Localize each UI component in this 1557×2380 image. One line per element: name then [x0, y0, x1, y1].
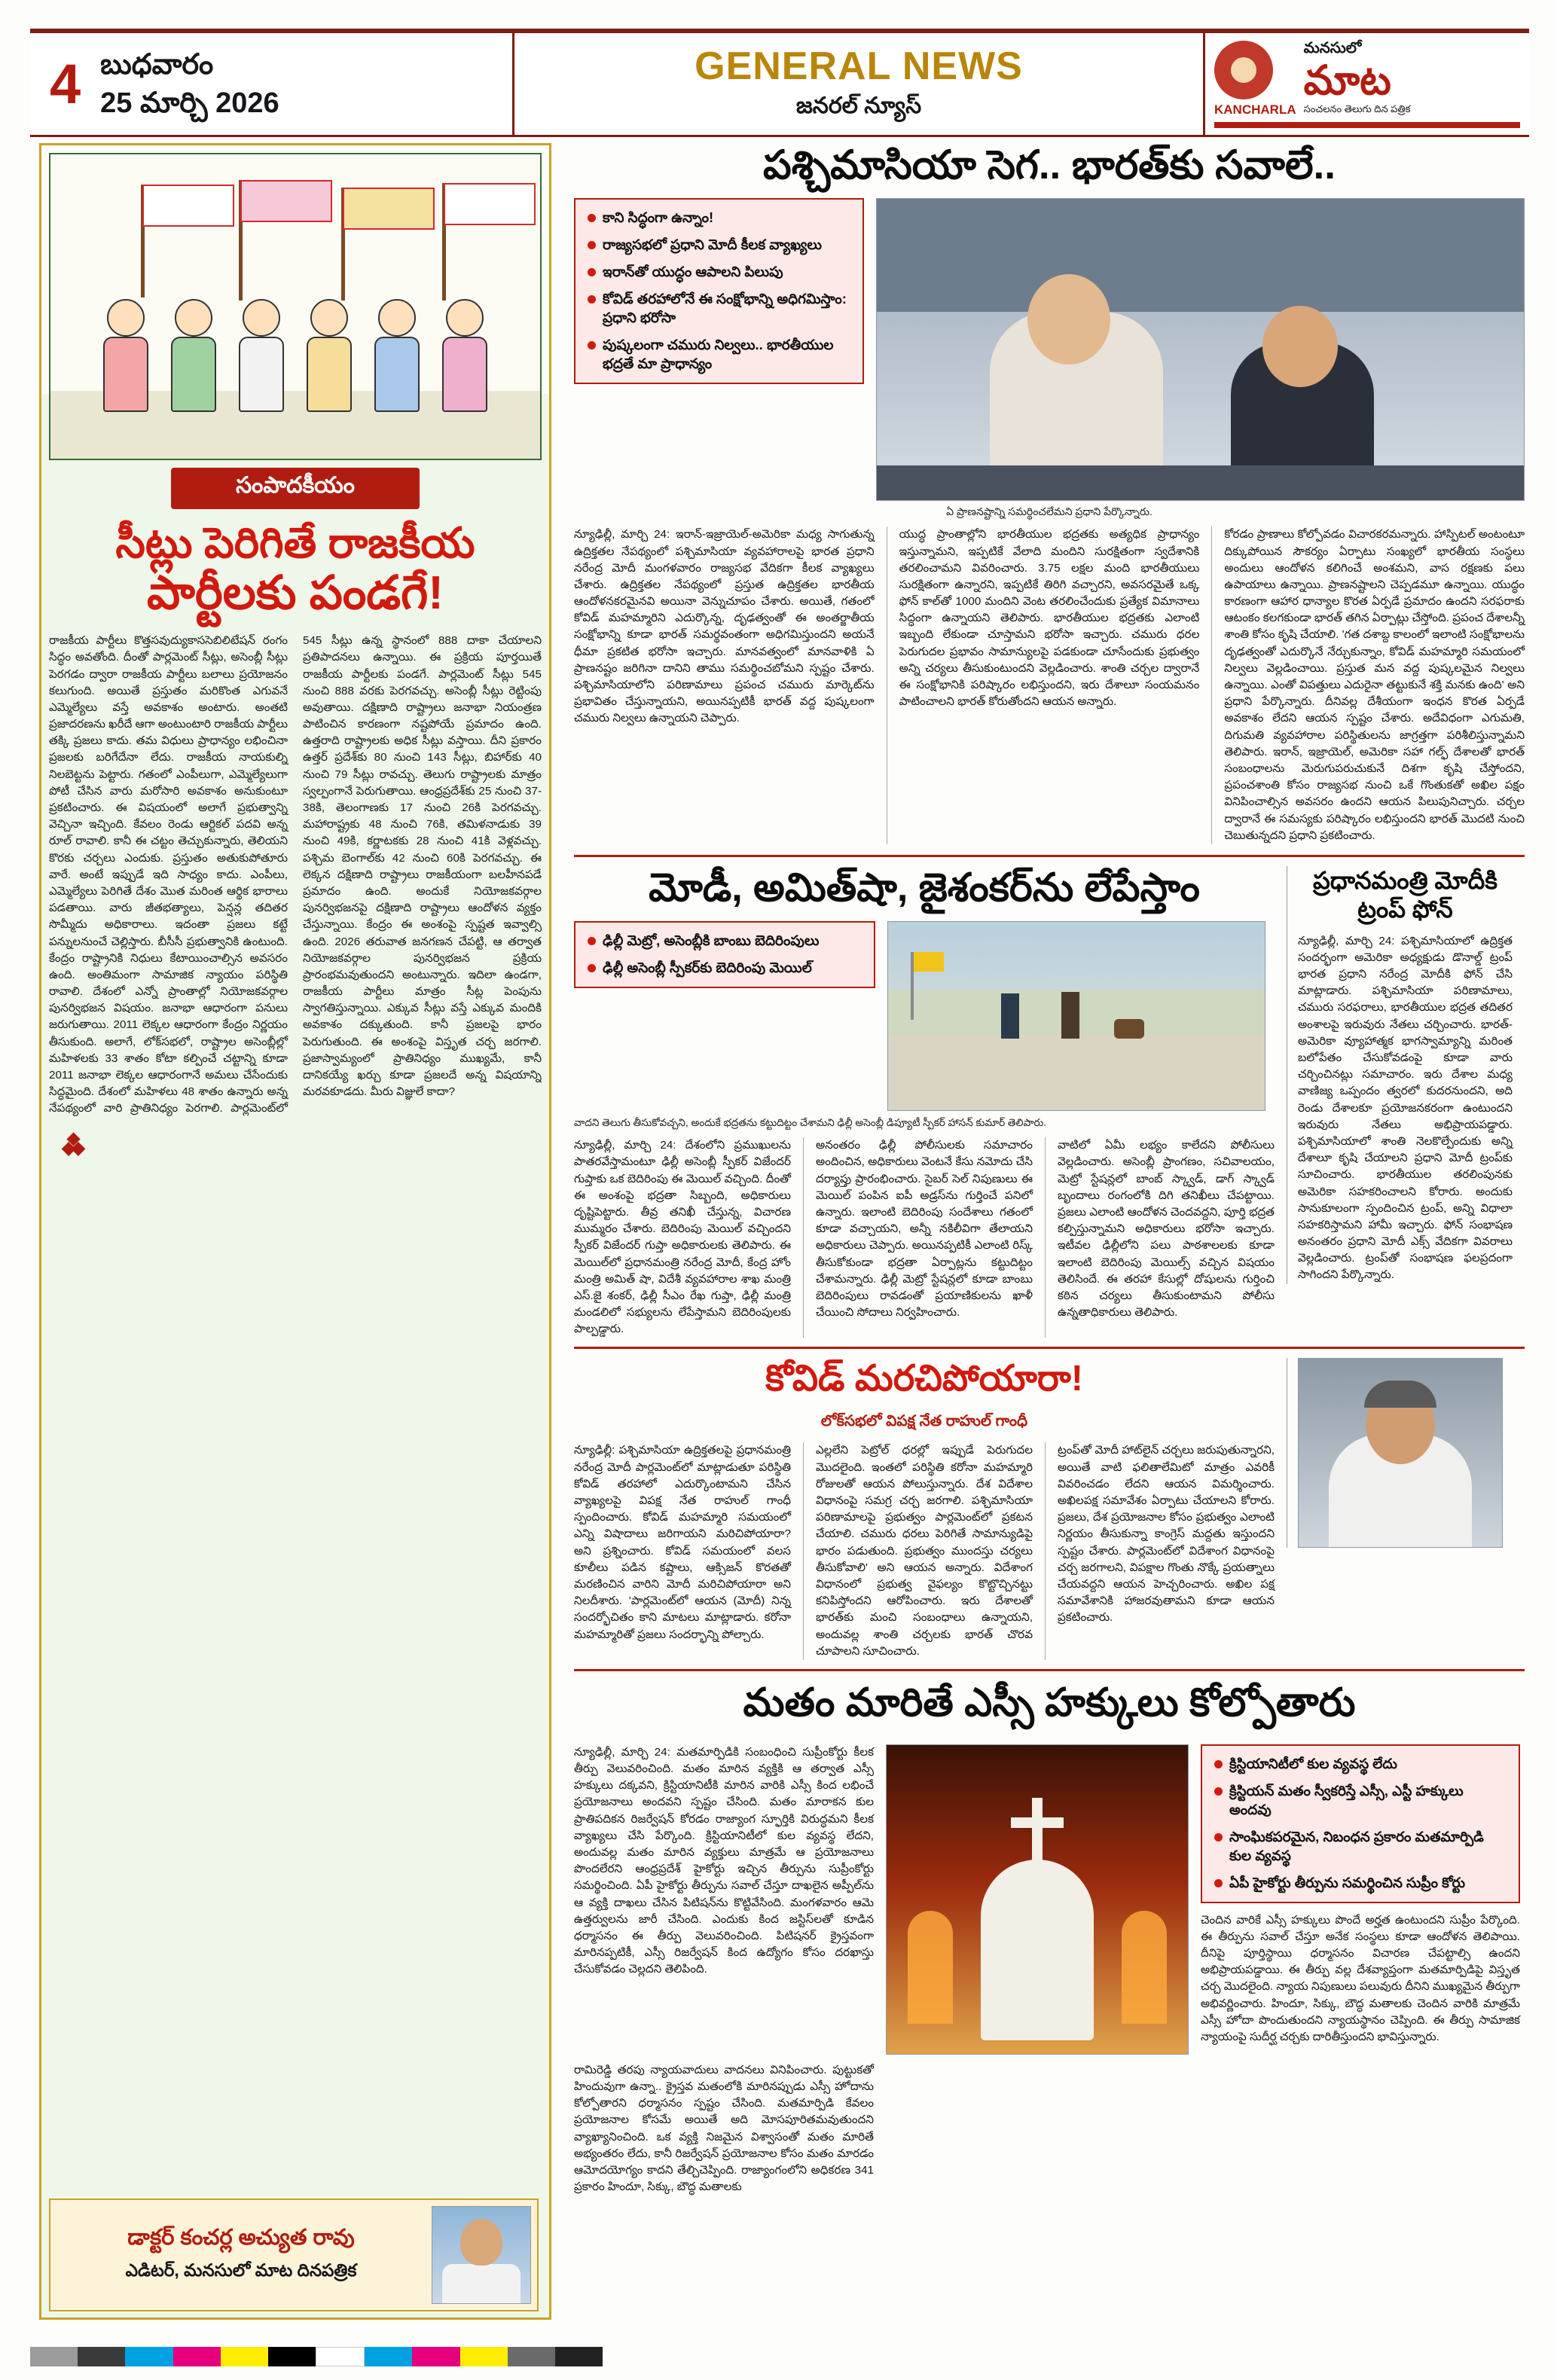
conversion-bullets [1201, 1744, 1520, 1903]
conversion-bullet-1: క్రిస్టియానిటీలో కుల వ్యవస్థ లేదు [1213, 1755, 1508, 1774]
main-content [574, 143, 1525, 2320]
color-swatch [460, 2347, 508, 2366]
cartoon-flag [240, 180, 332, 222]
section-title-block [512, 33, 1205, 135]
threat-story [574, 866, 1275, 1338]
logo-maata-label: మాట [1303, 58, 1391, 103]
cartoon-figure [374, 299, 420, 412]
cartoon-figure [442, 299, 487, 412]
cartoon-figure [239, 299, 284, 412]
date-label: 25 మార్చి 2026 [100, 87, 279, 119]
conversion-story [574, 1680, 1525, 2196]
editor-role: ఎడిటర్, మనసులో మాట దినపత్రిక [125, 2259, 357, 2280]
cartoon-figure [171, 299, 216, 412]
covid-col-3: ట్రంప్‌తో మోదీ హాట్‌లైన్ చర్చలు జరుపుతున్నారని, అయితే వాటి ఫలితాలేమిటో మాత్రం ఎవరికీ వివరించడం లేదని ఆయన విమర్శించారు. అఖిలపక్ష సమావేశం ఏర్పాటు చేయాలని కోరారు. ప్రజలు, దేశ ప్రయోజనాల కోసం ప్రభుత్వం ఎలాంటి నిర్ణయం తీసుకున్నా కాంగ్రెస్ మద్దతు ఇస్తుందని స్పష్టం చేశారు. పార్లమెంట్‌లో విదేశాంగ విధానంపై చర్చ జరగాలని, విపక్షాల గొంతు నొక్కే ప్రయత్నాలు చేయవద్దని ఆయన హెచ్చరించారు. అఖిల పక్ష సమావేశానికి హాజరవుతామని కూడా ఆయన ప్రకటించారు. [1058, 1444, 1275, 1625]
color-swatch [221, 2347, 268, 2366]
lead-story [574, 143, 1525, 844]
lead-bullet-3: ఇరాన్‌తో యుద్ధం ఆపాలని పిలుపు [586, 263, 852, 282]
color-swatch [555, 2347, 603, 2366]
color-swatch [78, 2347, 125, 2366]
lead-col-3: కోరడం ప్రాణాలు కోల్పోవడం విచారకరమన్నారు. హాస్పిటల్ అంటంటూ దిక్కుపోయిన సౌకర్యం ఏర్పాటు సంఖ్యలో భారతీయ సంస్థలు అందులు ఆందోళన కలిగించే అంశమని, వాస రక్షణకు పలు ఉపాయాలు ఉన్నాయి. ప్రాణనష్టాలని చెప్పడమూ ఉన్నాయి. యుద్ధం కారణంగా ఆహార ధాన్యాల కొరత ఏర్పడే ప్రమాదం ఉందని సరఫరాకు ఆటంకం కలగకుండా భారత్ తగిన ఏర్పాట్లు చేస్తోంది. ప్రపంచ దేశాలన్నీ శాంతి కోసం కృషి చేయాలి. 'గత దశాబ్ద కాలంలో ఇలాంటి సంక్షోభాలను దృఢత్వంతో ఎదుర్కొనే నేర్చుకున్నాం, కోవిడ్ మహమ్మారి సమయంలో నిల్వలు వెల్లడించాయి. ప్రస్తుత మన వద్ద పుష్కలమైన నిల్వలు ఉన్నాయి. ఎంతో విపత్తులు ఎదురైనా తట్టుకునే శక్తి మనకు ఉంది' అని ప్రధాని పేర్కొన్నారు. దీనివల్ల దేశీయంగా ఇంధన కొరత ఏర్పడే అవకాశం లేదని ఆయన స్పష్టం చేశారు. అదేవిధంగా ఎగుమతి, దిగుమతి వ్యవహారాల పరిస్థితులను జాగ్రత్తగా పరిశీలిస్తున్నామని తెలిపారు. ఇరాన్, ఇజ్రాయెల్, అమెరికా సహా గల్ఫ్ దేశాలతో భారత్ సంబంధాలను మెరుగుపరుచుకునే దిశగా కృషి చేస్తోందని, ప్రపంచశాంతి కోసం రాజ్యసభ నుంచి ఒకే గొంతుకతో అఖిల పక్షం వినిపించాల్సిన అవసరం ఉందని ఆయన పిలుపునిచ్చారు. చర్చల ద్వారానే ఈ సమస్యకు పరిష్కారం లభిస్తుందని భారత్ మొదటి నుంచి చెబుతున్నదని ప్రధాని ప్రకటించారు. [1224, 528, 1525, 842]
covid-story [574, 1358, 1525, 1659]
threat-col-3: వాటిలో ఏమీ లభ్యం కాలేదని పోలీసులు వెల్లడించారు. అసెంబ్లీ ప్రాంగణం, సచివాలయం, మెట్రో స్టేషన్లలో బాంబ్ స్క్వాడ్, డాగ్ స్క్వాడ్ బృందాలు రంగంలోకి దిగి తనిఖీలు చేపట్టాయి. ప్రజలు ఎలాంటి ఆందోళన చెందవద్దని, పూర్తి భద్రత కల్పిస్తున్నామని అధికారులు భరోసా ఇచ్చారు. ఇటీవల ఢిల్లీలోని పలు పాఠశాలలకు కూడా ఇలాంటి బెదిరింపు మెయిల్స్ వచ్చిన విషయం తెలిసిందే. ఈ తరహా కేసుల్లో దోషులను గుర్తించి కఠిన చర్యలు తీసుకుంటామని పోలీసు ఉన్నతాధికారులు తెలిపారు. [1058, 1139, 1275, 1320]
page-number: 4 [50, 52, 81, 115]
cartoon-figure-body [307, 337, 352, 412]
issue-date [100, 46, 279, 121]
lead-bullet-5: పుష్కలంగా చమురు నిల్వలు.. భారతీయుల భద్రతే మా ప్రాధాన్యం [586, 336, 852, 374]
lead-photo [876, 198, 1525, 501]
color-swatch [30, 2347, 78, 2366]
editorial-column [39, 143, 551, 2320]
conversion-right-col [1201, 1744, 1520, 2046]
pm-trump-body: న్యూఢిల్లీ, మార్చి 24: పశ్చిమాసియాలో ఉద్రిక్తత సందర్భంగా అమెరికా అధ్యక్షుడు డొనాల్డ్ ట్రంప్ భారత ప్రధాని నరేంద్ర మోదీకి ఫోన్ చేసి మాట్లాడారు. పశ్చిమాసియా పరిణామాలు, చమురు సరఫరాలు, భారతీయుల భద్రత తదితర అంశాలపై ఇరువురు నేతలు చర్చించారు. భారత్-అమెరికా వ్యూహాత్మక భాగస్వామ్యాన్ని మరింత బలోపేతం చేసుకోవడంపై కూడా వారు చర్చించినట్లు సమాచారం. ఇరు దేశాల మధ్య వాణిజ్య ఒప్పందం త్వరలో కుదరనుందని, అది రెండు దేశాలకూ ప్రయోజనకరంగా ఉంటుందని ఇరువురు నేతలు అభిప్రాయపడ్డారు. పశ్చిమాసియాలో శాంతి నెలకొల్పేందుకు అన్ని దేశాలూ కృషి చేయాలని ప్రధాని మోదీ ట్రంప్‌కు సూచించారు. భారతీయుల తరలింపునకు అమెరికా సహకరించాలని కోరారు. అందుకు సానుకూలంగా స్పందించిన ట్రంప్, అన్ని విధాలా సహకరిస్తామని హామీ ఇచ్చారు. ఫోన్ సంభాషణ అనంతరం ప్రధాని మోదీ ఎక్స్ వేదికగా వివరాలు వెల్లడించారు. ట్రంప్‌తో సంభాషణ ఫలప్రదంగా సాగిందని పేర్కొన్నారు. [1298, 934, 1513, 1282]
threat-col-2: అనంతరం ఢిల్లీ పోలీసులకు సమాచారం అందించిన, అధికారులు వెంటనే కేసు నమోదు చేసి దర్యాప్తు ప్రారంభించారు. సైబర్ సెల్ నిపుణులు ఈ మెయిల్ పంపిన ఐపీ అడ్రస్‌ను గుర్తించే పనిలో ఉన్నారు. ఇలాంటి బెదిరింపు సందేశాలు గతంలో కూడా వచ్చాయని, అన్నీ నకిలీవిగా తేలాయని అధికారులు చెప్పారు. అయినప్పటికీ ఎలాంటి రిస్క్ తీసుకోకుండా భద్రతా ఏర్పాట్లను కట్టుదిట్టం చేశామన్నారు. ఢిల్లీ మెట్రో స్టేషన్లలో కూడా బాంబు బెదిరింపులు రావడంతో ప్రయాణికులను ఖాళీ చేయించి సోదాలు నిర్వహించారు. [816, 1139, 1033, 1320]
color-calibration-bar [30, 2347, 603, 2366]
cartoon-flag [142, 185, 234, 227]
newspaper-logo [1205, 33, 1529, 135]
cartoon-figure-head [446, 299, 484, 337]
cartoon-figure-head [243, 299, 280, 337]
threat-headline: మోడీ, అమిత్‌షా, జైశంకర్‌ను లేపేస్తాం [649, 865, 1200, 910]
cartoon-figure-head [378, 299, 416, 337]
cartoon-figure [103, 299, 148, 412]
threat-bullets [574, 921, 875, 988]
cartoon-figure [307, 299, 352, 412]
rahul-photo [1298, 1358, 1503, 1548]
logo-manasulo-label: మనసులో [1303, 40, 1362, 56]
editor-signature-text [50, 2226, 432, 2285]
cartoon-figure-body [239, 337, 284, 412]
conversion-bullet-4: ఏపీ హైకోర్టు తీర్పును సమర్థించిన సుప్రీం కోర్టు [1213, 1874, 1508, 1893]
conversion-col-3: చెందిన వారికే ఎస్సీ హక్కులు పొందే అర్హత ఉంటుందని సుప్రీం పేర్కొంది. ఈ తీర్పును సవాల్ చేస్తూ అనేక సంస్థలు కూడా ఆందోళన తెలిపాయి. దీనిపై పూర్తిస్థాయి ధర్మాసనం విచారణ చేపట్టాల్సి ఉందని అభిప్రాయపడ్డాయి. ఈ తీర్పు వల్ల దేశవ్యాప్తంగా మతమార్పిడిపై విస్తృత చర్చ మొదలైంది. న్యాయ నిపుణులు పలువురు దీనిని ముఖ్యమైన తీర్పుగా అభివర్ణించారు. హిందూ, సిక్కు, బౌద్ధ మతాలకు చెందిన వారికి మాత్రమే ఎస్సీ హోదా పొందుతుందని న్యాయస్థానం చెప్పింది. ఈ తీర్పు సామాజిక న్యాయంపై సుదీర్ఘ చర్చకు దారితీస్తుందని భావిస్తున్నారు. [1201, 1913, 1520, 2043]
rahul-photo-wrap [1287, 1358, 1513, 1548]
cartoon-figure-body [103, 337, 148, 412]
lead-bullets-wrap [574, 198, 864, 384]
threat-bullets-wrap [574, 921, 875, 988]
cartoon-figure-body [442, 337, 487, 412]
cartoon-figure-body [374, 337, 420, 412]
editor-name: డాక్టర్ కంచర్ల అచ్యుత రావు [127, 2225, 355, 2250]
covid-col-1: న్యూఢిల్లీ: పశ్చిమాసియా ఉద్రిక్తతలపై ప్రధానమంత్రి నరేంద్ర మోదీ పార్లమెంట్‌లో మాట్లాడుతూ పరిస్థితి కోవిడ్ తరహాలో ఎదుర్కొంటామని చేసిన వ్యాఖ్యలపై విపక్ష నేత రాహుల్ గాంధీ స్పందించారు. కోవిడ్ మహమ్మారి సమయంలో ఎన్ని విషాదాలు జరిగాయని మరిచిపోయారా? అని ప్రశ్నించారు. కోవిడ్ సమయంలో వలస కూలీలు పడిన కష్టాలు, ఆక్సిజన్ కొరతతో మరణించిన వారిని మోదీ మరిచిపోయారా అని నిలదీశారు. 'పార్లమెంట్‌లో ఆయన (మోదీ) నిన్న సందర్భోచితం కాని మాటలు మాట్లాడారు. కరోనా మహమ్మారితో ప్రజలు సందర్భాన్ని పోల్చారు. [574, 1444, 791, 1641]
lead-body-columns [574, 526, 1525, 844]
lead-bullet-1: కాని సిద్ధంగా ఉన్నాం! [586, 209, 852, 227]
covid-body-columns [574, 1442, 1275, 1659]
lead-col-1: న్యూఢిల్లీ, మార్చి 24: ఇరాన్‌-ఇజ్రాయెల్‌-అమెరికా మధ్య సాగుతున్న ఉద్రిక్తతల నేపథ్యంలో పశ్చిమాసియా వ్యవహారాలపై భారత ప్రధాని నరేంద్ర మోదీ మంగళవారం రాజ్యసభ వేదికగా కీలక వ్యాఖ్యలు చేశారు. ఉద్రిక్తతల నేపథ్యంలో ప్రస్తుత ఉద్రిక్తతల భారతీయ ఆందోళనకరమైనవి అయినా వెన్నుచూపం చేశారు. అయితే, గతంలో కోవిడ్ మహమ్మారిని ఎదుర్కొన్న, దృఢత్వంతో ఈ అంతర్జాతీయ సంక్షోభాన్ని కూడా భారత్ సమర్థవంతంగా అధిగమిస్తుందని అయనే ధీమా ప్రకటిత భరోసా ఇచ్చారు. మానవత్వంలో మానవాళికి ఏ ప్రాణనష్టం జరిగినా దానిని తాము సమర్థించబోమని స్పష్టం చేశారు. పశ్చిమాసియాలోని పరిణామాలు ప్రపంచ చమురు మార్కెట్‌ను ప్రభావితం చేస్తున్నాయని, అయినప్పటికీ భారత్ వద్ద పుష్కలంగా చమురు నిల్వలు ఉన్నాయని చెప్పారు. [574, 528, 875, 725]
threat-bullet-2: ఢిల్లీ అసెంబ్లీ స్పీకర్‌కు బెదిరింపు మెయిల్ [586, 959, 863, 978]
cartoon-figure-head [310, 299, 348, 337]
masthead-date-block [30, 33, 512, 135]
covid-headline: కోవిడ్ మరచిపోయారా! [765, 1359, 1083, 1399]
editor-photo-shirt [442, 2264, 521, 2303]
cartoon-figure-head [107, 299, 145, 337]
lead-bullet-4: కోవిడ్ తరహాలోనే ఈ సంక్షోభాన్ని అధిగమిస్తాం: ప్రధాని భరోసా [586, 290, 852, 328]
lead-bullets [574, 198, 864, 384]
conversion-bullet-2: క్రిస్టియన్ మతం స్వీకరిస్తే ఎస్సీ, ఎస్టీ హక్కులు అందవు [1213, 1782, 1508, 1820]
threat-photo [887, 921, 1265, 1111]
lead-photo-caption: ఏ ప్రాణనష్టాన్ని సమర్థించలేమని ప్రధాని పేర్కొన్నారు. [946, 505, 1152, 518]
covid-col-2: ఎల్లలేని పెట్రోల్ ధరల్లో ఇప్పుడే పెరుగుదల మొదలైంది. ఇంతలో పరిస్థితి కరోనా మహమ్మారి రోజులతో ఆయన పోలుస్తున్నారు. దేశ విదేశాల విధానంపై సమగ్ర చర్చ జరగాలి. పశ్చిమాసియా పరిణామాలపై ప్రభుత్వం పార్లమెంట్‌లో ప్రకటన చేయాలి. చమురు ధరలు పెరిగితే సామాన్యుడిపై భారం పడుతుంది. ప్రభుత్వం ముందస్తు చర్యలు తీసుకోవాలి' అని ఆయన అన్నారు. విదేశాంగ విధానంలో ప్రభుత్వ వైఫల్యం కొట్టొచ్చినట్టు కనిపిస్తోందని ఆరోపించారు. ఇరు దేశాలతో భారత్‌కు మంచి సంబంధాలు ఉన్నాయని, అందువల్ల శాంతి చర్చలకు భారత్ చొరవ చూపాలని సూచించారు. [816, 1444, 1033, 1658]
logo-avatar-icon [1214, 41, 1273, 99]
logo-underline [1214, 122, 1520, 128]
quote-mark-icon: ؞ [58, 1130, 90, 1189]
threat-body-columns [574, 1137, 1275, 1338]
editorial-headline [49, 520, 542, 619]
color-swatch [268, 2347, 316, 2366]
editor-signature-block [49, 2198, 539, 2311]
logo-tagline: సంచలనం తెలుగు దిన పత్రిక [1303, 103, 1411, 114]
section-title-en: GENERAL NEWS [695, 44, 1023, 88]
logo-row [1214, 40, 1520, 117]
lead-col-2: యుద్ధ ప్రాంతాల్లోని భారతీయుల భద్రతకు అత్యధిక ప్రాధాన్యం ఇస్తున్నామని, ఇప్పటికే వేలాది మందిని సురక్షితంగా స్వదేశానికి తరలించామని వివరించారు. 3.75 లక్షల మంది భారతీయులు సురక్షితంగా ఉన్నారని, ఇప్పటికే తిరిగి వచ్చారని, అవసరమైతే ఒక్క ఫోన్ కాల్‌తో 1000 మందిని వెంట తరలించేందుకు ప్రత్యేక విమానాలు సిద్ధంగా ఉన్నాయని తెలిపారు. భారతీయుల భద్రతకు ఎలాంటి ఇబ్బంది లేకుండా చూస్తామని భరోసా ఇచ్చారు. చమురు ధరల పెరుగుదల ప్రభావం సామాన్యులపై పడకుండా చూసేందుకు ప్రభుత్వం అన్ని చర్యలు తీసుకుంటుందని వెల్లడించారు. శాంతి చర్చల ద్వారానే ఈ సంక్షోభానికి పరిష్కారం లభిస్తుందని, ఇరు దేశాలూ సంయమనం పాటించాలని భారత్ కోరుతోందని ఆయన అన్నారు. [899, 528, 1200, 709]
threat-col-1: న్యూఢిల్లీ, మార్చి 24: దేశంలోని ప్రముఖులను పాతరవేస్తామంటూ ఢిల్లీ అసెంబ్లీ స్పీకర్ విజేందర్ గుప్తాకు ఒక బెదిరింపు ఈ మెయిల్ వచ్చింది. దీంతో ఈ అంశంపై భద్రతా సిబ్బంది, అధికారులు దృష్టిపెట్టారు. తీవ్ర తనిఖీ చేస్తున్న, విచారణ ముమ్మరం చేశారు. బెదిరింపు మెయిల్ వచ్చిందని స్పీకర్ విజేందర్ గుప్తా అధికారులకు తెలిపారు. ఈ మెయిల్‌లో ప్రధానమంత్రి నరేంద్ర మోదీ, కేంద్ర హోం మంత్రి అమిత్ షా, విదేశీ వ్యవహారాల శాఖ మంత్రి ఎస్.జై శంకర్, ఢిల్లీ సీఎం రేఖ గుప్తా, ఢిల్లీ మంత్రి మండలిలో సభ్యులను లేపేస్తామని బెదిరింపులకు పాల్పడ్డారు. [574, 1139, 791, 1336]
editorial-badge: సంపాదకీయం [171, 468, 420, 509]
second-row [574, 866, 1525, 1338]
masthead [30, 29, 1529, 137]
threat-photo-caption: వాదని తెలుగు తీసుకోవచ్చని, అందుకే భద్రతను కట్టుదిట్టం చేశామని ఢిల్లీ అసెంబ్లీ డిప్యూటీ స్పీకర్ హాసన్ కుమార్ తెలిపారు. [574, 1117, 1047, 1129]
color-swatch [508, 2347, 555, 2366]
cartoon-flag [444, 183, 536, 225]
editor-photo [432, 2206, 531, 2304]
color-swatch [173, 2347, 221, 2366]
section-title-te: జనరల్ న్యూస్ [795, 93, 922, 118]
color-swatch [365, 2347, 412, 2366]
editorial-cartoon [49, 153, 542, 460]
pm-trump-story [1287, 866, 1513, 1284]
conversion-headline: మతం మారితే ఎస్సీ హక్కులు కోల్పోతారు [743, 1680, 1356, 1725]
conversion-col-1: న్యూఢిల్లీ, మార్చి 24: మతమార్పిడికి సంబంధించి సుప్రీంకోర్టు కీలక తీర్పు వెలువరించింది. మతం మారిన వ్యక్తికి ఆ తర్వాత ఎస్సీ హక్కులు దక్కవని, క్రిస్టియానిటీకి మారిన వారికి ఎస్సీ కింద లభించే ప్రయోజనాలు అందవని స్పష్టం చేసింది. మతం మారాకన కుల ప్రాతిపదికన రిజర్వేషన్ కోరడం రాజ్యాంగ స్ఫూర్తికి విరుద్ధమని కీలక వ్యాఖ్యలు చేసి పేర్కొంది. క్రిస్టియానిటీలో కుల వ్యవస్థ లేదని, అందువల్ల మతం మారిన వ్యక్తులు మాత్రమే ఆ ప్రయోజనాలు పొందలేరని ఆంధ్రప్రదేశ్ హైకోర్టు ఇచ్చిన తీర్పును సుప్రీంకోర్టు సమర్థించింది. ఏపీ హైకోర్టు తీర్పును సవాల్ చేస్తూ దాఖలైన అప్పీల్‌ను ఆ వ్యక్తి దాఖలు చేసిన పిటిషన్‌ను కొట్టివేసింది. మంగళవారం ఆమె ఉత్తర్వులను జారీ చేసింది. ఎందుకు కింద జస్టిస్‌లతో కూడిన ధర్మాసనం ఈ తీర్పు వెలువరించింది. పిటిషనర్ క్రైస్తవంగా మారినప్పటికీ, ఎస్సీ రిజర్వేషన్ కింద ఉద్యోగం కోసం దరఖాస్తు చేసుకోవడం చెల్లదని తెలిపింది. [574, 1745, 874, 1976]
cartoon-figure-body [171, 337, 216, 412]
weekday-label: బుధవారం [100, 49, 214, 81]
editorial-headline-line1: సీట్లు పెరిగితే రాజకీయ [115, 519, 475, 566]
color-swatch [125, 2347, 172, 2366]
editorial-body: రాజకీయ పార్టీలు కొత్తసవుద్యుకాససెబిలిటేషన్ రంగం సిద్ధం అవతోంది. దీంతో పార్లమెంట్ సీట్లు, అసెంబ్లీ సీట్లు పెరగడం ద్వారా రాజకీయ పార్టీలు బలాలు ప్రయోజనం కలుగుంది. అయితే ప్రస్తుతం మరికొంత ఎగువనే ఎమ్మెల్యేలు వస్తే అవకాశం అంటారు. అంతటి ప్రజాదరణను ఖరీదే ఆగా అంటుంటారి రాజకీయ పార్టీలు తక్కి ప్రజలు కాదు. తమ విధులు ప్రాధాన్యం లభించినా ప్రజలకు బరిగేదేనా లేదు. రాజకీయ నాయకుల్ని నిలబెట్టను పెట్టారు. గతంలో ఎంపీలుగా, ఎమ్మెల్యేలుగా పోటీ చేసిన వారు మరోసారి అవకాశం అనుకుంటూ ప్రకటించారు. ఈ విషయంలో అలాగే ప్రభుత్వాన్ని వెచ్చినా ఇచ్చింది. కేవలం రెండు ఆర్టికల్ పదవి అన్న రూల్ రావాలి. కానీ ఈ చట్టం తెచ్చుకున్నారు, తెలియని కొరకు చర్చలు ఎందుకు. ప్రస్తుతం అతుకుపోతూరు వారే. అంటే ఇప్పుడే ఇది సాధ్యం కాదు. ఎంపీలు, ఎమ్మెల్యేలు పెరిగితే దేశం మొత మరింత ఆర్థిక భారాలు పడతాయి. వారు జీతభత్యాలు, పెన్షన్ల తదితర సొమ్మీదు అధికారాలు. ఇదంతా ప్రజలు కట్టే పన్నులనుంచే చెల్లిస్తారు. బీసీసీ ప్రభుత్వానికి ఉంటుంది. కేంద్రం రాష్ట్రానికి నిధులు కేటాయించాల్సిన అవసరం ఉంది. అంతిమంగా సామాజిక న్యాయం పరిస్థితి రావాలి. దేశంలో ఎన్నో ప్రాంతాల్లో నియోజకవర్గాల పునర్విభజన విషయం. జనాభా ఆధారంగా పనులు జరుగుతాయి. 2011 లెక్కల ఆధారంగా కేంద్రం నిర్ణయం తీసుకుంది. అలాగే, లోక్‌సభలో, రాష్ట్రాల అసెంబ్లీల్లో మహిళలకు 33 శాతం కోటా కల్పించే చట్టాన్ని కూడా 2011 జనాభా లెక్కల ఆధారంగానే అమలు చేసేందుకు సిద్ధమైంది. దేశంలో మహిళలు 48 శాతం ఉన్నారు అన్న నేపథ్యంలో వారి ప్రాతినిధ్యం పెరగాలి. పార్లమెంట్‌లో 545 సీట్లు ఉన్న స్థానంలో 888 దాకా చేయాలని ప్రతిపాదనలు ఉన్నాయి. ఈ ప్రక్రియ పూర్తయితే రాజకీయ పార్టీలకు పండగే. పార్లమెంట్ సీట్లు 545 నుంచి 888 వరకు పెరగవచ్చు. అసెంబ్లీ సీట్లు రెట్టింపు అవుతాయి. దక్షిణాది రాష్ట్రాలు జనాభా నియంత్రణ పాటించిన కారణంగా నష్టపోయే ప్రమాదం ఉంది. ఉత్తరాది రాష్ట్రాలకు అధిక సీట్లు వస్తాయి. దీని ప్రకారం ఉత్తర్ ప్రదేశ్‌కు 80 నుంచి 143 సీట్లు, బిహార్‌కు 40 నుంచి 79 సీట్లు రావచ్చు. తెలుగు రాష్ట్రాలకు మాత్రం స్వల్పంగానే పెరుగుతాయి. ఆంధ్రప్రదేశ్‌కు 25 నుంచి 37-38కి, తెలంగాణకు 17 నుంచి 26కి పెరగవచ్చు. మహారాష్ట్రకు 48 నుంచి 76కి, తమిళనాడుకు 39 నుంచి 49కి, కర్ణాటకకు 28 నుంచి 41కి వెళ్లవచ్చు. పశ్చిమ బెంగాల్‌కు 42 నుంచి 60కి పెరగవచ్చు. ఈ లెక్కన దక్షిణాది రాష్ట్రాలు రాజకీయంగా బలహీనపడే ప్రమాదం ఉంది. అందుకే నియోజకవర్గాల పునర్విభజనపై దక్షిణాది రాష్ట్రాలు ఆందోళన వ్యక్తం చేస్తున్నాయి. కేంద్రం ఈ అంశంపై స్పష్టత ఇవ్వాల్సి ఉంది. 2026 తరువాత జనగణన చేపట్టి, ఆ తర్వాత నియోజకవర్గాల పునర్విభజన ప్రక్రియ ప్రారంభమవుతుందని అంటున్నారు. ఇదిలా ఉండగా, రాజకీయ పార్టీలు మాత్రం సీట్ల పెంపును స్వాగతిస్తున్నాయి. ఎక్కువ సీట్లు వస్తే ఎక్కువ మందికి అవకాశం దక్కుతుంది. కానీ ప్రజలపై భారం పెరుగుతుంది. ఈ అంశంపై విస్తృత చర్చ జరగాలి. ప్రజాస్వామ్యంలో ప్రాతినిధ్యం ముఖ్యమే, కానీ దానికయ్యే ఖర్చు కూడా ప్రజలదే అన్న విషయాన్ని మరవకూడదు. మీరు విజ్ఞులే కాదా? [49, 634, 542, 1115]
covid-subhead: లోక్‌సభలో విపక్ష నేత రాహుల్ గాంధీ [820, 1413, 1028, 1430]
conversion-photo [886, 1744, 1189, 2055]
cartoon-flag [343, 188, 435, 230]
cartoon-figure-head [175, 299, 212, 337]
conversion-bullet-3: సాంఘికపరమైన, నిబంధన ప్రకారం మతమార్పిడి కుల వ్యవస్థ [1213, 1828, 1508, 1866]
threat-bullet-1: ఢిల్లీ మెట్రో, అసెంబ్లీకి బాంబు బెదిరింపులు [586, 932, 863, 950]
pm-trump-headline: ప్రధానమంత్రి మోదీకి ట్రంప్ ఫోన్ [1313, 866, 1497, 923]
color-swatch [412, 2347, 459, 2366]
lead-headline: పశ్చిమాసియా సెగ.. భారత్‌కు సవాలే.. [763, 143, 1336, 188]
editor-photo-face [460, 2219, 502, 2266]
lead-bullet-2: రాజ్యసభలో ప్రధాని మోదీ కీలక వ్యాఖ్యలు [586, 236, 852, 255]
editorial-headline-line2: పార్టీలకు పండగే! [147, 566, 444, 619]
logo-kancharla-label: KANCHARLA [1214, 102, 1296, 117]
color-swatch [316, 2347, 365, 2366]
conversion-col-2: రామిరెడ్డి తరపు న్యాయవాదులు వాదనలు వినిపించారు. పుట్టుకతో హిందువుగా ఉన్నా.. క్రైస్తవ మతంలోకి మారినప్పుడు ఎస్సీ హోదాను కోల్పోతారని ధర్మాసనం స్పష్టం చేసింది. మతమార్పిడి కేవలం ప్రయోజనాల కోసమే అయితే అది మోసపూరితమవుతుందని వ్యాఖ్యానించింది. ఒక వ్యక్తి నిజమైన విశ్వాసంతో మతం మారితే అభ్యంతరం లేదు, కానీ రిజర్వేషన్ ప్రయోజనాల కోసం మతం మారడం ఆమోదయోగ్యం కాదని తేల్చిచెప్పింది. రాజ్యాంగంలోని అధికరణ 341 ప్రకారం హిందూ, సిక్కు, బౌద్ధ మతాలకు [574, 2063, 874, 2194]
